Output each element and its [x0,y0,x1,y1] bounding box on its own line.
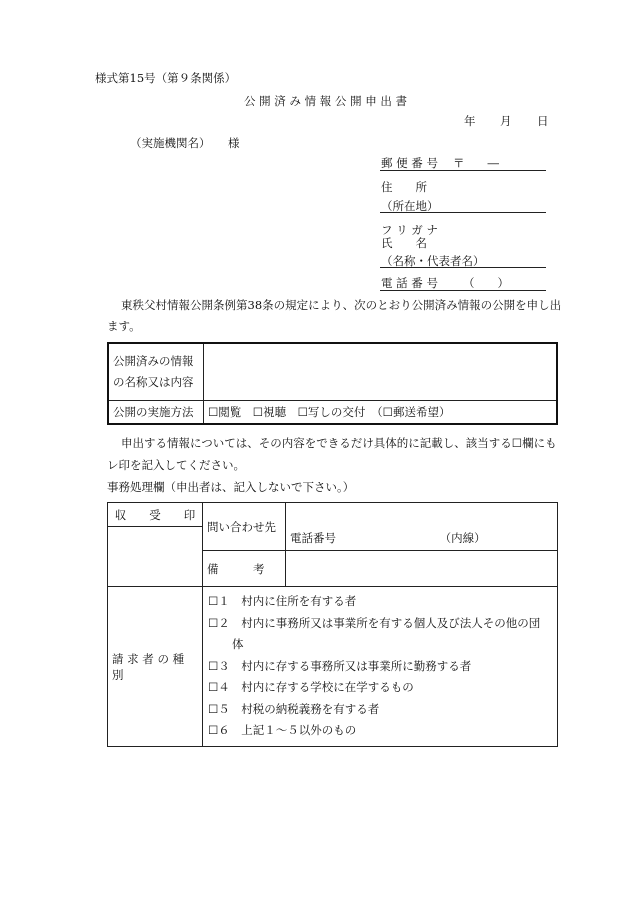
date-year-label: 年 [464,114,476,128]
method-label: 公開の実施方法 [108,400,204,424]
phone-underline [380,290,546,291]
intro-line-2: ます。 [107,319,141,333]
name-sub-label: （名称・代表者名） [381,254,485,268]
requester-type-options [203,587,558,747]
office-use-heading: 事務処理欄（申出者は、記入しないで下さい。） [107,480,355,494]
inquiry-label: 問い合わせ先 [203,503,286,551]
form-number: 様式第15号（第９条関係） [95,71,237,85]
remarks-input[interactable] [286,551,558,587]
addressee-label: （実施機関名） [130,136,211,150]
address-label: 住 所 [381,180,427,194]
address-sub-label: （所在地） [381,199,439,213]
phone-label: 電 話 番 号 [381,276,438,290]
name-label: 氏 名 [381,236,427,250]
name-underline[interactable] [380,267,546,268]
info-table [107,342,558,425]
addressee-suffix: 様 [228,136,240,150]
date-month-label: 月 [500,114,512,128]
remarks-label: 備 考 [203,551,286,587]
postal-code-underline [380,170,546,171]
intro-line-1: 東秩父村情報公開条例第38条の規定により、次のとおり公開済み情報の公開を申し出 [121,298,562,312]
requester-option-2-cont: 体 [232,637,244,652]
requester-option-2[interactable]: ☐２ 村内に事務所又は事業所を有する個人及び法人その他の団 [208,615,541,630]
info-name-label-line-2: の名称又は内容 [113,374,194,389]
page-title: 公 開 済 み 情 報 公 開 申 出 書 [244,94,408,108]
requester-type-label: 請 求 者 の 種 別 [108,587,203,747]
note-line-1: 申出する情報については、その内容をできるだけ具体的に記載し、該当する☐欄にも [121,436,557,450]
info-name-label-cell [108,343,204,400]
postal-code-label: 郵 便 番 号 [381,156,438,170]
postal-code-field[interactable]: 〒 ― [453,156,499,170]
phone-field[interactable]: （ ） [463,276,509,290]
address-underline[interactable] [380,212,546,213]
inquiry-phone-label: 電話番号 [290,531,336,545]
info-name-input[interactable] [204,343,558,400]
inquiry-phone-cell[interactable] [286,503,558,551]
date-day-label: 日 [537,114,549,128]
furigana-label: フ リ ガ ナ [381,223,438,237]
method-options[interactable]: ☐閲覧 ☐視聴 ☐写しの交付 （☐郵送希望） [204,400,558,424]
receipt-stamp-label: 収 受 印 [108,503,203,527]
inquiry-extension-label: （内線） [439,531,486,545]
requester-option-6[interactable]: ☐６ 上記１～５以外のもの [208,723,357,738]
office-table [107,502,558,747]
requester-option-1[interactable]: ☐１ 村内に住所を有する者 [208,594,357,609]
requester-option-4[interactable]: ☐４ 村内に存する学校に在学するもの [208,680,414,695]
requester-option-3[interactable]: ☐３ 村内に存する事務所又は事業所に勤務する者 [208,658,472,673]
note-line-2: レ印を記入してください。 [107,458,245,472]
receipt-stamp-area[interactable] [108,527,203,587]
requester-option-5[interactable]: ☐５ 村税の納税義務を有する者 [208,701,380,716]
info-name-label-line-1: 公開済みの情報 [113,353,194,368]
